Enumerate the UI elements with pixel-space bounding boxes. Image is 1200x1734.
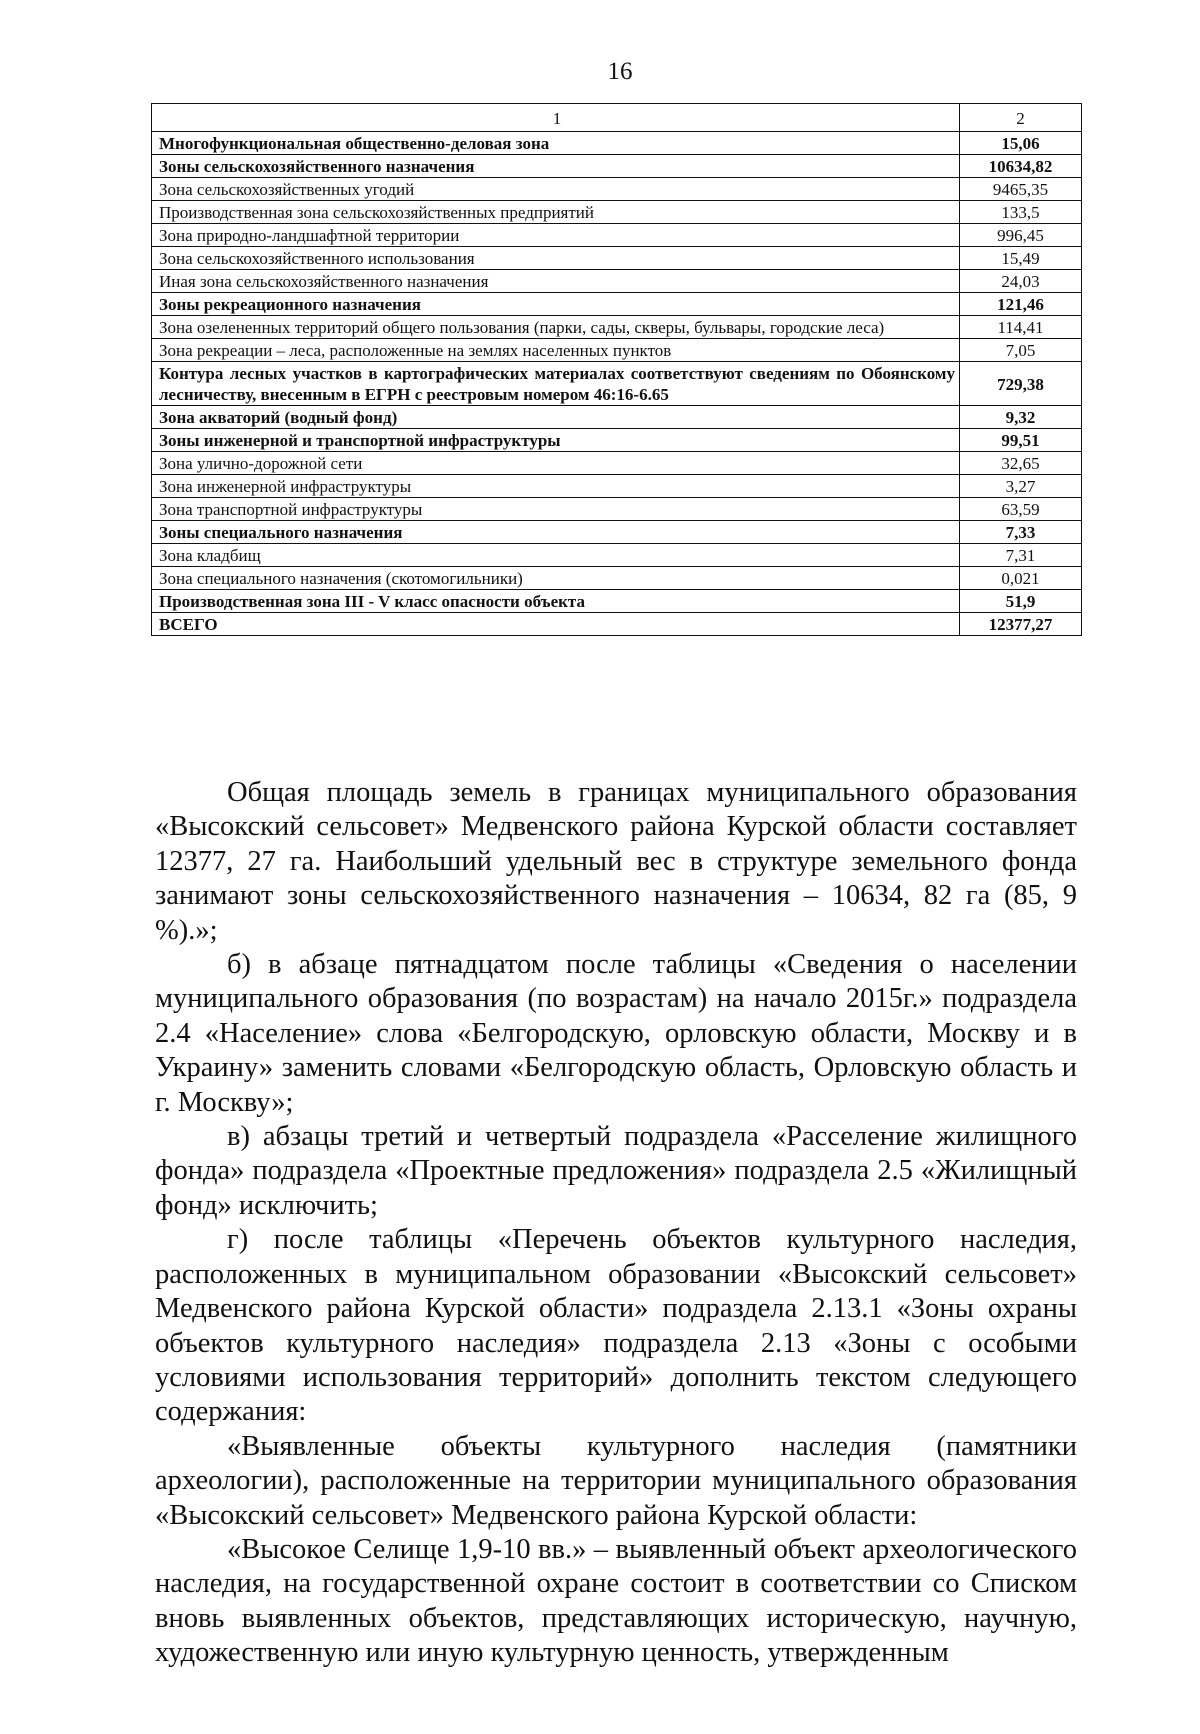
- zone-name-cell: Зоны сельскохозяйственного назначения: [152, 155, 960, 178]
- zone-name-cell: Многофункциональная общественно-деловая зона: [152, 132, 960, 155]
- table-row: [152, 362, 1082, 406]
- table-row: [152, 178, 1082, 201]
- zone-area-cell: 7,33: [960, 521, 1082, 544]
- zone-name-cell: Зона инженерной инфраструктуры: [152, 475, 960, 498]
- zone-name-cell: Зоны инженерной и транспортной инфраструктуры: [152, 429, 960, 452]
- table-row: [152, 498, 1082, 521]
- zone-area-cell: 51,9: [960, 590, 1082, 613]
- table-row: [152, 406, 1082, 429]
- paragraph-identified-objects: «Выявленные объекты культурного наследия (памятники археологии), расположенные на территории муниципального образования «Высокский сельсовет» Медвенского района Курской области:: [155, 1430, 1077, 1531]
- table-row: [152, 452, 1082, 475]
- table-row: [152, 132, 1082, 155]
- zone-name-cell: Зона акваторий (водный фонд): [152, 406, 960, 429]
- zone-area-cell: 10634,82: [960, 155, 1082, 178]
- zone-area-cell: 7,05: [960, 339, 1082, 362]
- table-row: [152, 613, 1082, 636]
- table-row: [152, 429, 1082, 452]
- zone-name-cell: Зона озелененных территорий общего пользования (парки, сады, скверы, бульвары, городские леса): [152, 316, 960, 339]
- zone-area-cell: 729,38: [960, 362, 1082, 406]
- zone-name-cell: Иная зона сельскохозяйственного назначения: [152, 270, 960, 293]
- table-row: [152, 339, 1082, 362]
- zone-name-cell: ВСЕГО: [152, 613, 960, 636]
- table-row: [152, 567, 1082, 590]
- zone-name-cell: Зона улично-дорожной сети: [152, 452, 960, 475]
- zone-name-cell: Зоны специального назначения: [152, 521, 960, 544]
- table-row: [152, 590, 1082, 613]
- zone-name-cell: Зона транспортной инфраструктуры: [152, 498, 960, 521]
- zone-name-cell: Зоны рекреационного назначения: [152, 293, 960, 316]
- table-row: [152, 521, 1082, 544]
- zone-name-cell: Зона специального назначения (скотомогильники): [152, 567, 960, 590]
- zone-area-cell: 133,5: [960, 201, 1082, 224]
- column-header-value: 2: [960, 104, 1082, 132]
- zone-area-cell: 996,45: [960, 224, 1082, 247]
- zone-area-cell: 15,06: [960, 132, 1082, 155]
- table-row: [152, 155, 1082, 178]
- table-row: [152, 224, 1082, 247]
- zone-name-cell: Зона сельскохозяйственных угодий: [152, 178, 960, 201]
- zone-area-cell: 15,49: [960, 247, 1082, 270]
- zone-area-cell: 9465,35: [960, 178, 1082, 201]
- table-row: [152, 247, 1082, 270]
- zone-area-cell: 121,46: [960, 293, 1082, 316]
- table-row: [152, 293, 1082, 316]
- paragraph-b: б) в абзаце пятнадцатом после таблицы «Сведения о населении муниципального образования (по возрастам) на начало 2015г.» подраздела 2.4 «Население» слова «Белгородскую, орловскую области, Москву и в Украину» заменить словами «Белгородскую область, Орловскую область и г. Москву»;: [155, 949, 1077, 1118]
- zone-area-cell: 9,32: [960, 406, 1082, 429]
- zone-name-cell: Производственная зона сельскохозяйственных предприятий: [152, 201, 960, 224]
- paragraph-vysokoe-selishche: «Высокое Селище 1,9-10 вв.» – выявленный объект археологического наследия, на государственной охране состоит в соответствии со Списком вновь выявленных объектов, представляющих историческую, научную, художественную или иную культурную ценность, утвержденным: [155, 1533, 1077, 1669]
- zone-area-cell: 7,31: [960, 544, 1082, 567]
- zone-name-cell: Контура лесных участков в картографических материалах соответствуют сведениям по Обоянскому лесничеству, внесенным в ЕГРН с реестровым номером 46:16-6.65: [152, 362, 960, 406]
- zone-area-table: [151, 103, 1082, 636]
- body-text: [155, 776, 1077, 1671]
- table-header-row: [152, 104, 1082, 132]
- zone-name-cell: Зона природно-ландшафтной территории: [152, 224, 960, 247]
- table-row: [152, 270, 1082, 293]
- zone-area-cell: 32,65: [960, 452, 1082, 475]
- column-header-name: 1: [152, 104, 960, 132]
- table-row: [152, 201, 1082, 224]
- zone-area-cell: 63,59: [960, 498, 1082, 521]
- zone-area-cell: 99,51: [960, 429, 1082, 452]
- zone-name-cell: Зона рекреации – леса, расположенные на землях населенных пунктов: [152, 339, 960, 362]
- page-number: 16: [607, 58, 633, 85]
- table-row: [152, 544, 1082, 567]
- table-row: [152, 316, 1082, 339]
- zone-area-cell: 12377,27: [960, 613, 1082, 636]
- table-row: [152, 475, 1082, 498]
- zone-area-cell: 3,27: [960, 475, 1082, 498]
- zone-name-cell: Зона сельскохозяйственного использования: [152, 247, 960, 270]
- paragraph-total-area: Общая площадь земель в границах муниципального образования «Высокский сельсовет» Медвенского района Курской области составляет 12377, 27 га. Наибольший удельный вес в структуре земельного фонда занимают зоны сельскохозяйственного назначения – 10634, 82 га (85, 9 %).»;: [155, 777, 1077, 946]
- zone-name-cell: Зона кладбищ: [152, 544, 960, 567]
- zone-name-cell: Производственная зона III - V класс опасности объекта: [152, 590, 960, 613]
- paragraph-v: в) абзацы третий и четвертый подраздела «Расселение жилищного фонда» подраздела «Проектные предложения» подраздела 2.5 «Жилищный фонд» исключить;: [155, 1121, 1077, 1221]
- zone-area-cell: 114,41: [960, 316, 1082, 339]
- paragraph-g: г) после таблицы «Перечень объектов культурного наследия, расположенных в муниципальном образовании «Высокский сельсовет» Медвенского района Курской области» подраздела 2.13.1 «Зоны охраны объектов культурного наследия» подраздела 2.13 «Зоны с особыми условиями использования территорий» дополнить текстом следующего содержания:: [155, 1224, 1077, 1428]
- zone-area-cell: 0,021: [960, 567, 1082, 590]
- zone-area-cell: 24,03: [960, 270, 1082, 293]
